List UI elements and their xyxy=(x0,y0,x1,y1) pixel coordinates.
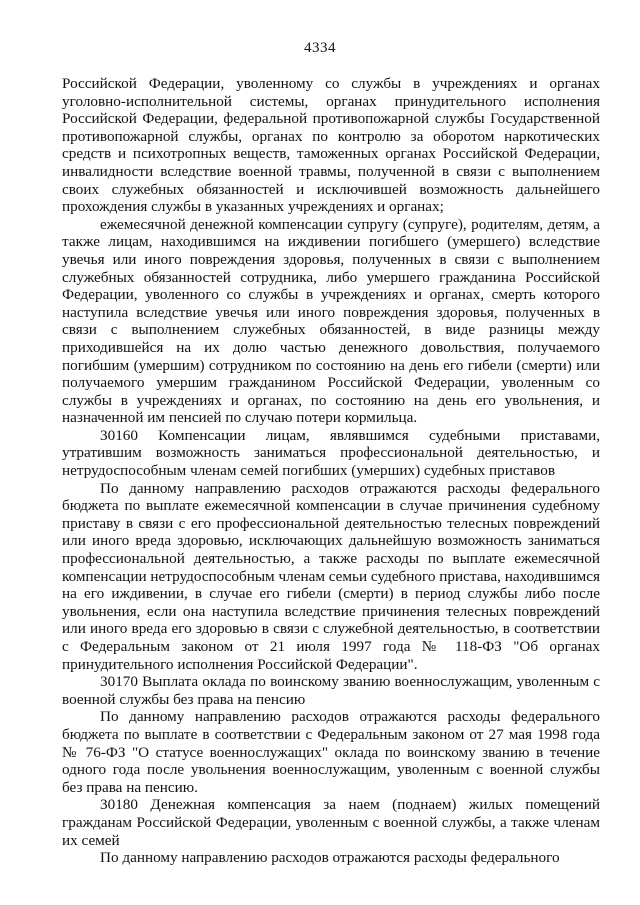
paragraph-30180-description: По данному направлению расходов отражаются расходы федерального xyxy=(100,849,560,867)
paragraph-30160-description: По данному направлению расходов отражаются расходы федерального бюджета по выплате ежемесячной компенсации в случае причинения судебному приставу в связи с его профессиональной деятельностью телесных повреждений или иного вреда здоровью, исключающих дальнейшую возможность заниматься профессиональной деятельностью, а также расходы по выплате ежемесячной компенсации нетрудоспособным членам семьи судебного пристава, находившимся на его иждивении, в случае его гибели (смерти) в период службы либо после увольнения, если она наступила вследствие причинения телесных повреждений или иного вреда его здоровью в связи с служебной деятельностью, в соответствии с Федеральным законом от 21 июля 1997 года № 118-ФЗ "Об органах принудительного исполнения Российской Федерации". xyxy=(62,479,600,673)
page-number: 4334 xyxy=(304,40,336,56)
heading-30170: 30170 Выплата оклада по воинскому званию военнослужащим, уволенным с военной службы без права на пенсию xyxy=(62,673,600,708)
heading-30160: 30160 Компенсации лицам, являвшимся судебными приставами, утратившим возможность заниматься профессиональной деятельностью, и нетрудоспособным членам семей погибших (умерших) судебных приставов xyxy=(62,426,600,480)
paragraph-30170-description: По данному направлению расходов отражаются расходы федерального бюджета по выплате в соответствии с Федеральным законом от 27 мая 1998 года № 76-ФЗ "О статусе военнослужащих" оклада по воинскому званию в течение одного года после увольнения военнослужащим, уволенным с военной службы без права на пенсию. xyxy=(62,708,600,796)
heading-30180: 30180 Денежная компенсация за наем (поднаем) жилых помещений гражданам Российской Федерации, уволенным с военной службы, а также членам их семей xyxy=(62,796,600,849)
document-body xyxy=(62,75,600,867)
paragraph-monthly-compensation: ежемесячной денежной компенсации супругу (супруге), родителям, детям, а также лицам, находившимся на иждивении погибшего (умершего) вследствие увечья или иного повреждения здоровья, полученных в связи с выполнением служебных обязанностей сотрудника, либо умершего гражданина Российской Федерации, уволенного со службы в учреждениях и органах, смерть которого наступила вследствие увечья или иного повреждения здоровья, полученных в связи с выполнением служебных обязанностей, в виде разницы между приходившейся на их долю частью денежного довольствия, получаемого погибшим (умершим) сотрудником по состоянию на день его гибели (смерти) или получаемого умершим гражданином Российской Федерации, уволенным со службы в учреждениях и органах, по состоянию на день его увольнения, и назначенной им пенсией по случаю потери кормильца. xyxy=(62,215,600,427)
paragraph-continued: Российской Федерации, уволенному со службы в учреждениях и органах уголовно-исполнительной системы, органах принудительного исполнения Российской Федерации, федеральной противопожарной службы Государственной противопожарной службы, органах по контролю за оборотом наркотических средств и психотропных веществ, таможенных органах Российской Федерации, инвалидности вследствие военной травмы, полученной в связи с выполнением своих служебных обязанностей и исключившей возможность дальнейшего прохождения службы в указанных учреждениях и органах; xyxy=(62,75,600,216)
